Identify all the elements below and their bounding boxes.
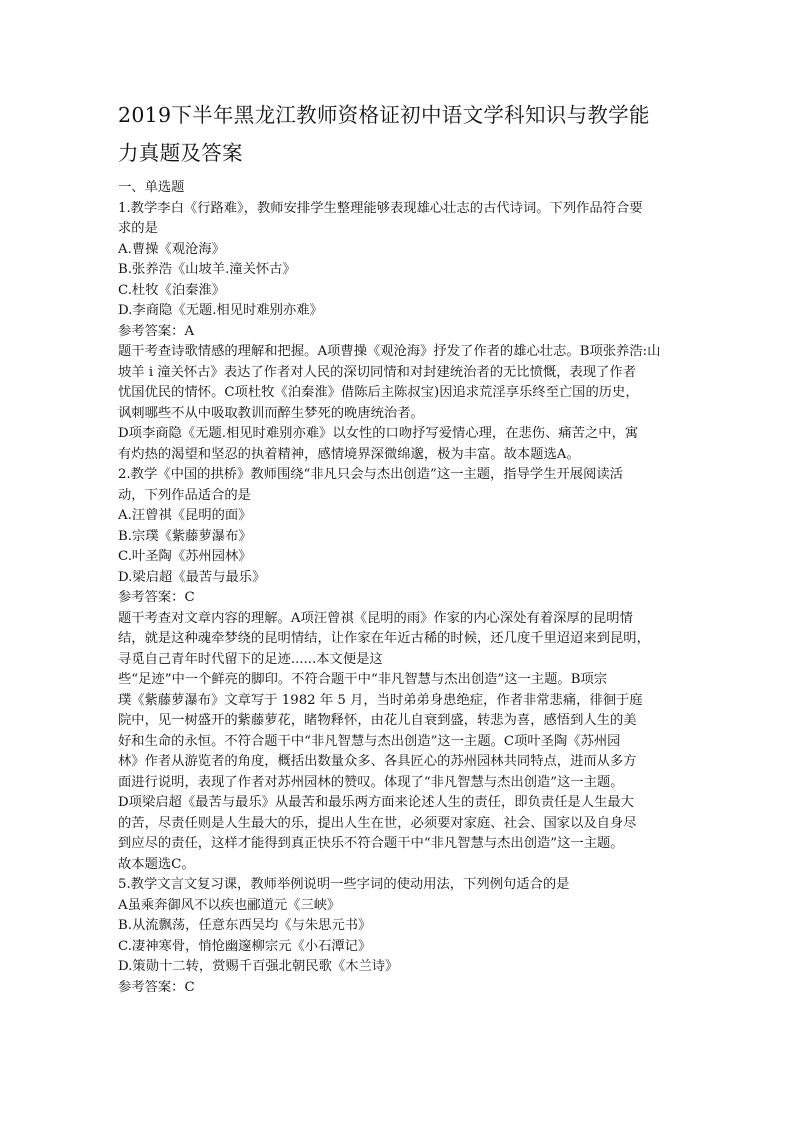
question-stem-line: 2.教学《中国的拱桥》教师围绕“非凡只会与杰出创造”这一主题，指导学生开展阅读活	[118, 467, 623, 482]
question-1	[118, 199, 678, 466]
question-stem-line: 1.教学李白《行路难》，教师安排学生整理能够表现雄心壮志的古代诗词。下列作品符合要	[118, 200, 643, 216]
option-d: D.梁启超《最苦与最乐》	[118, 569, 266, 585]
section-heading: 一、单选题	[118, 180, 185, 195]
document-page	[118, 96, 678, 998]
option-c: C.杜牧《泊秦淮》	[118, 282, 226, 298]
option-d: D.李商隐《无题.相见时难别亦难》	[118, 303, 323, 318]
question-stem-line: 5.教学文言文复习课，教师举例说明一些字词的使动用法，下列例句适合的是	[118, 877, 570, 892]
explanation-line: 到应尽的责任，这样才能得到真正快乐不符合题干中“非凡智慧与杰出创造”这一主题。	[118, 836, 624, 851]
document-title	[118, 96, 678, 172]
explanation-line: D项李商隐《无题.相见时难别亦难》以女性的口吻抒写爱情心理，在悲伤、痛苦之中，寓	[118, 426, 639, 441]
explanation-line: 题干考查对文章内容的理解。A项汪曾祺《昆明的雨》作家的内心深处有着深厚的昆明情	[118, 610, 633, 626]
explanation-line: 故本题选C。	[118, 856, 195, 872]
option-a: A虽乘奔御风不以疾也郦道元《三峡》	[118, 897, 341, 913]
explanation-line: 题干考查诗歌情感的理解和把握。A项曹操《观沧海》抒发了作者的雄心壮志。B项张养浩:山	[118, 344, 661, 359]
explanation-line: 些“足迹”中一个鲜亮的脚印。不符合题干中“非凡智慧与杰出创造”这一主题。B项宗	[118, 672, 608, 687]
question-3	[118, 875, 678, 998]
question-2	[118, 465, 678, 875]
explanation-line: 结，就是这种魂牵梦绕的昆明情结，让作家在年近古稀的时候，还几度千里迢迢来到昆明，	[118, 631, 650, 646]
title-line-1: 2019下半年黑龙江教师资格证初中语文学科知识与教学能	[118, 103, 650, 127]
explanation-line: 有灼热的渴望和坚忍的执着精神，感情境界深微绵邈，极为丰富。故本题选A。	[118, 446, 580, 462]
option-a: A.汪曾祺《昆明的面》	[118, 508, 252, 523]
explanation-line: 讽刺哪些不从中吸取教训而醉生梦死的晚唐统治者。	[118, 405, 424, 421]
question-stem-line: 求的是	[118, 221, 158, 236]
explanation-line: 林》作者从游览者的角度，概括出数量众多、各具匠心的苏州园林共同特点，进而从多方	[118, 754, 637, 769]
reference-answer: 参考答案：A	[118, 323, 195, 339]
reference-answer: 参考答案：C	[118, 590, 195, 605]
explanation-line: D项梁启超《最苦与最乐》从最苦和最乐两方面来论述人生的责任，即负责任是人生最大	[118, 795, 634, 810]
option-c: C.叶圣陶《苏州园林》	[118, 549, 252, 564]
reference-answer: 参考答案：C	[118, 979, 195, 995]
option-a: A.曹操《观沧海》	[118, 241, 225, 257]
explanation-line: 璞《紫藤萝瀑布》文章写于 1982 年 5 月，当时弟弟身患绝症，作者非常悲痛，徘徊于庭	[118, 692, 643, 708]
option-b: B.从流飘荡，任意东西吴均《与朱思元书》	[118, 918, 372, 933]
option-d: D.策勋十二转，赏赐千百强北朝民歌《木兰诗》	[118, 959, 399, 974]
explanation-line: 面进行说明，表现了作者对苏州园林的赞叹。体现了“非凡智慧与杰出创造”这一主题。	[118, 774, 624, 790]
explanation-line: 坡羊 i 潼关怀古》表达了作者对人民的深切同情和对封建统治者的无比愤慨，表现了作者	[118, 364, 636, 380]
explanation-line: 好和生命的永恒。不符合题干中“非凡智慧与杰出创造”这一主题。C项叶圣陶《苏州园	[118, 733, 621, 749]
explanation-line: 忧国优民的情怀。C项杜牧《泊秦淮》借陈后主陈叔宝)因追求荒淫享乐终至亡国的历史，	[118, 385, 639, 400]
document-body	[118, 178, 678, 998]
question-stem-line: 动，下列作品适合的是	[118, 487, 251, 503]
title-line-2: 力真题及答案	[118, 141, 243, 165]
explanation-line: 院中，见一树盛开的紫藤萝花，睹物释怀，由花儿自衰到盛，转悲为喜，感悟到人生的美	[118, 713, 637, 728]
option-b: B.张养浩《山坡羊.潼关怀古》	[118, 262, 296, 277]
option-b: B.宗璞《紫藤萝瀑布》	[118, 528, 252, 544]
explanation-line: 的苦，尽责任则是人生最大的乐，提出人生在世，必须要对家庭、社会、国家以及自身尽	[118, 815, 637, 831]
explanation-line: 寻觅自己青年时代留下的足迹......本文便是这	[118, 651, 383, 667]
option-c: C.凄神寒骨，悄怆幽邃柳宗元《小石潭记》	[118, 938, 372, 954]
